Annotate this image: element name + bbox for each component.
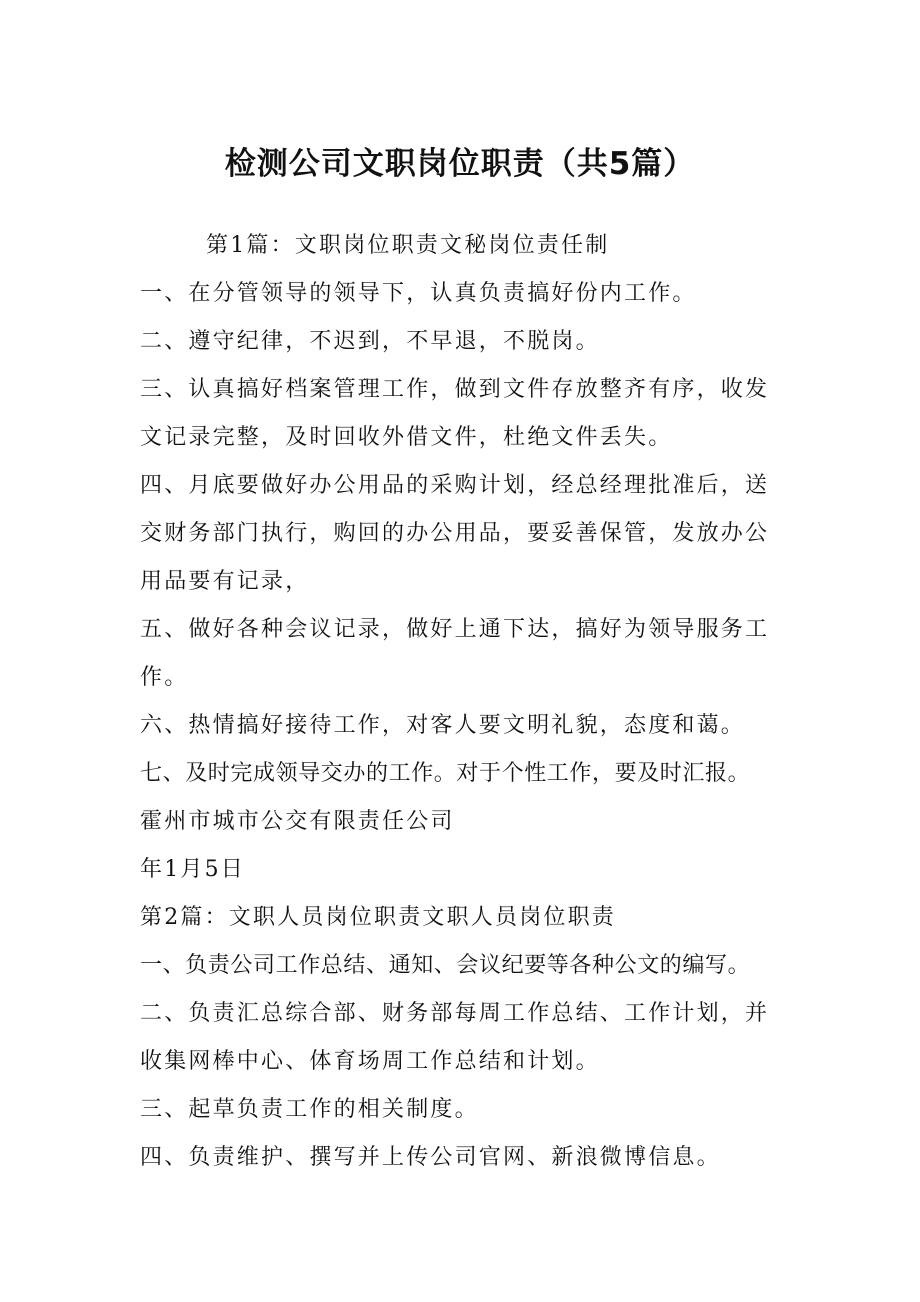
- paragraph-line: 一、在分管领导的领导下，认真负责搞好份内工作。: [140, 281, 697, 306]
- paragraph-line: 三、认真搞好档案管理工作，做到文件存放整齐有序，收发: [140, 377, 770, 402]
- paragraph-line: 收集网棒中心、体育场周工作总结和计划。: [140, 1049, 600, 1074]
- paragraph-line: 三、起草负责工作的相关制度。: [140, 1097, 479, 1122]
- paragraph-line: 四、负责维护、撰写并上传公司官网、新浪微博信息。: [140, 1145, 721, 1170]
- section-1-heading: 第1篇：文职岗位职责文秘岗位责任制: [206, 233, 610, 258]
- date-line: 年1月5日: [140, 857, 245, 882]
- document-title: 检测公司文职岗位职责（共5篇）: [224, 146, 696, 182]
- company-name: 霍州市城市公交有限责任公司: [140, 809, 455, 834]
- paragraph-line: 二、遵守纪律，不迟到，不早退，不脱岗。: [140, 329, 600, 354]
- paragraph-line: 作。: [140, 665, 189, 690]
- paragraph-line: 用品要有记录，: [140, 569, 310, 594]
- paragraph-line: 六、热情搞好接待工作，对客人要文明礼貌，态度和蔼。: [140, 713, 746, 738]
- paragraph-line: 一、负责公司工作总结、通知、会议纪要等各种公文的编写。: [140, 953, 751, 978]
- paragraph-line: 五、做好各种会议记录，做好上通下达，搞好为领导服务工: [140, 617, 770, 642]
- paragraph-line: 二、负责汇总综合部、财务部每周工作总结、工作计划，并: [140, 1001, 770, 1026]
- paragraph-line: 交财务部门执行，购回的办公用品，要妥善保管，发放办公: [140, 521, 770, 546]
- paragraph-line: 七、及时完成领导交办的工作。对于个性工作，要及时汇报。: [140, 761, 751, 786]
- document-body: [140, 222, 790, 1182]
- paragraph-line: 文记录完整，及时回收外借文件，杜绝文件丢失。: [140, 425, 673, 450]
- section-2-heading: 第2篇：文职人员岗位职责文职人员岗位职责: [140, 905, 616, 930]
- paragraph-line: 四、月底要做好办公用品的采购计划，经总经理批准后，送: [140, 473, 770, 498]
